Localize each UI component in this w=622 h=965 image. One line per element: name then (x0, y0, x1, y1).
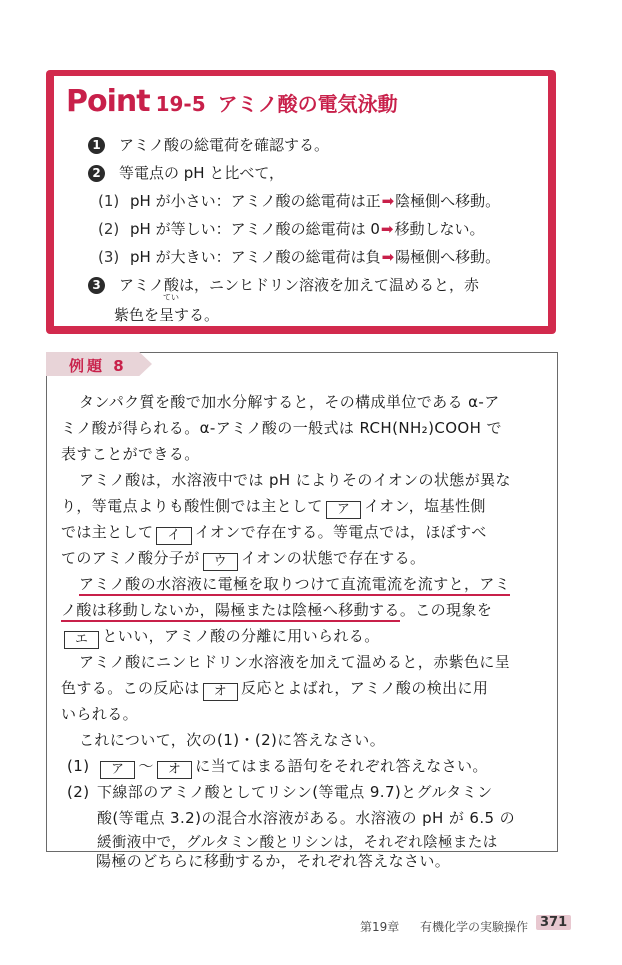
bullet-1-icon: 1 (88, 137, 105, 154)
point-item-text: アミノ酸は，ニンヒドリン溶液を加えて温めると，赤 (119, 276, 480, 294)
blank-u: ウ (203, 553, 238, 571)
point-item-3 (88, 274, 479, 295)
question-number: (1) (67, 757, 90, 775)
point-item-1 (88, 134, 329, 155)
sub-text-a: pH が等しい：アミノ酸の総電荷は 0 (130, 220, 380, 238)
example-line: 表すことができる。 (61, 445, 200, 463)
text: では主として (61, 523, 154, 541)
example-line: アミノ酸は，水溶液中では pH によりそのイオンの状態が異な (79, 471, 511, 489)
example-line-last: 陽極のどちらに移動するか，それぞれ答えなさい。 (96, 852, 451, 870)
point-word: Point (66, 84, 150, 119)
text: イオンの状態で存在する。 (241, 549, 426, 567)
point-item-text: 紫色を呈する。 (114, 306, 220, 324)
arrow-right-icon: ➡ (380, 220, 394, 238)
example-line-blank-o (61, 677, 488, 701)
point-box (46, 70, 556, 334)
point-number: 19-5 (155, 92, 206, 116)
example-line: いられる。 (61, 705, 139, 723)
example-line-blank-a (61, 495, 486, 519)
point-subitem-3 (98, 246, 500, 267)
point-item-3-cont (114, 304, 219, 325)
point-inner (54, 76, 548, 326)
blank-o-ref: オ (157, 761, 192, 779)
question-2 (67, 781, 493, 802)
blank-i: イ (156, 527, 191, 545)
bullet-3-icon: 3 (88, 277, 105, 294)
text: イオン，塩基性側 (364, 497, 486, 515)
blank-o: オ (203, 683, 238, 701)
sub-number: (3) (98, 248, 120, 266)
point-subitem-2 (98, 218, 484, 239)
sub-number: (2) (98, 220, 120, 238)
point-item-text: 等電点の pH と比べて， (119, 164, 285, 182)
point-item-2 (88, 162, 284, 183)
underlined-text: アミノ酸の水溶液に電極を取りつけて直流電流を流すと，アミ (79, 575, 510, 596)
point-item-text: アミノ酸の総電荷を確認する。 (119, 136, 330, 154)
sub-text-a: pH が小さい：アミノ酸の総電荷は正 (130, 192, 381, 210)
example-line: ミノ酸が得られる。α-アミノ酸の一般式は RCH(NH₂)COOH で (61, 419, 502, 437)
example-line-underlined (79, 573, 510, 594)
question-number: (2) (67, 783, 90, 801)
text: 下線部のアミノ酸としてリシン(等電点 9.7)とグルタミン (97, 783, 493, 801)
text: といい，アミノ酸の分離に用いられる。 (102, 627, 380, 645)
arrow-right-icon: ➡ (381, 248, 395, 266)
page-number: 371 (536, 915, 571, 930)
example-line: これについて，次の(1)・(2)に答えなさい。 (79, 731, 386, 749)
sub-number: (1) (98, 192, 120, 210)
arrow-right-icon: ➡ (381, 192, 395, 210)
question-1 (67, 755, 488, 779)
blank-e: エ (64, 631, 99, 649)
example-line: アミノ酸にニンヒドリン水溶液を加えて温めると，赤紫色に呈 (79, 653, 511, 671)
bullet-2-icon: 2 (88, 165, 105, 182)
example-line-blank-e (61, 625, 380, 649)
blank-a: ア (326, 501, 361, 519)
sub-text-b: 陰極側へ移動。 (395, 192, 501, 210)
sub-text-b: 移動しない。 (394, 220, 485, 238)
text: に当てはまる語句をそれぞれ答えなさい。 (195, 757, 488, 775)
footer-title: 有機化学の実験操作 (420, 920, 529, 934)
example-line-blank-i (61, 521, 487, 545)
example-line-underlined-2 (61, 599, 492, 620)
blank-a-ref: ア (100, 761, 135, 779)
text: り，等電点よりも酸性側では主として (61, 497, 323, 515)
sub-text-b: 陽極側へ移動。 (395, 248, 501, 266)
example-line: 酸(等電点 3.2)の混合水溶液がある。水溶液の pH が 6.5 の (97, 809, 516, 827)
sub-text-a: pH が大きい：アミノ酸の総電荷は負 (130, 248, 381, 266)
point-title: アミノ酸の電気泳動 (217, 92, 398, 116)
text: 反応とよばれ，アミノ酸の検出に用 (241, 679, 489, 697)
underlined-text: ノ酸は移動しないか，陽極または陰極へ移動する (61, 601, 400, 622)
text: 色する。この反応は (61, 679, 200, 697)
point-subitem-1 (98, 190, 500, 211)
text: てのアミノ酸分子が (61, 549, 200, 567)
point-header (66, 84, 398, 122)
ruby-text: てい (163, 293, 179, 302)
example-box (46, 352, 558, 852)
footer-chapter: 第19章 (360, 920, 400, 934)
text: 。この現象を (399, 601, 493, 619)
text: 〜 (138, 757, 154, 775)
example-line: 緩衝液中で，グルタミン酸とリシンは，それぞれ陰極または (97, 835, 498, 851)
text: イオンで存在する。等電点では，ほぼすべ (194, 523, 487, 541)
example-line: タンパク質を酸で加水分解すると，その構成単位である α-ア (79, 393, 500, 411)
example-line-blank-u (61, 547, 425, 571)
example-tab-label: 例題 8 (69, 357, 127, 375)
